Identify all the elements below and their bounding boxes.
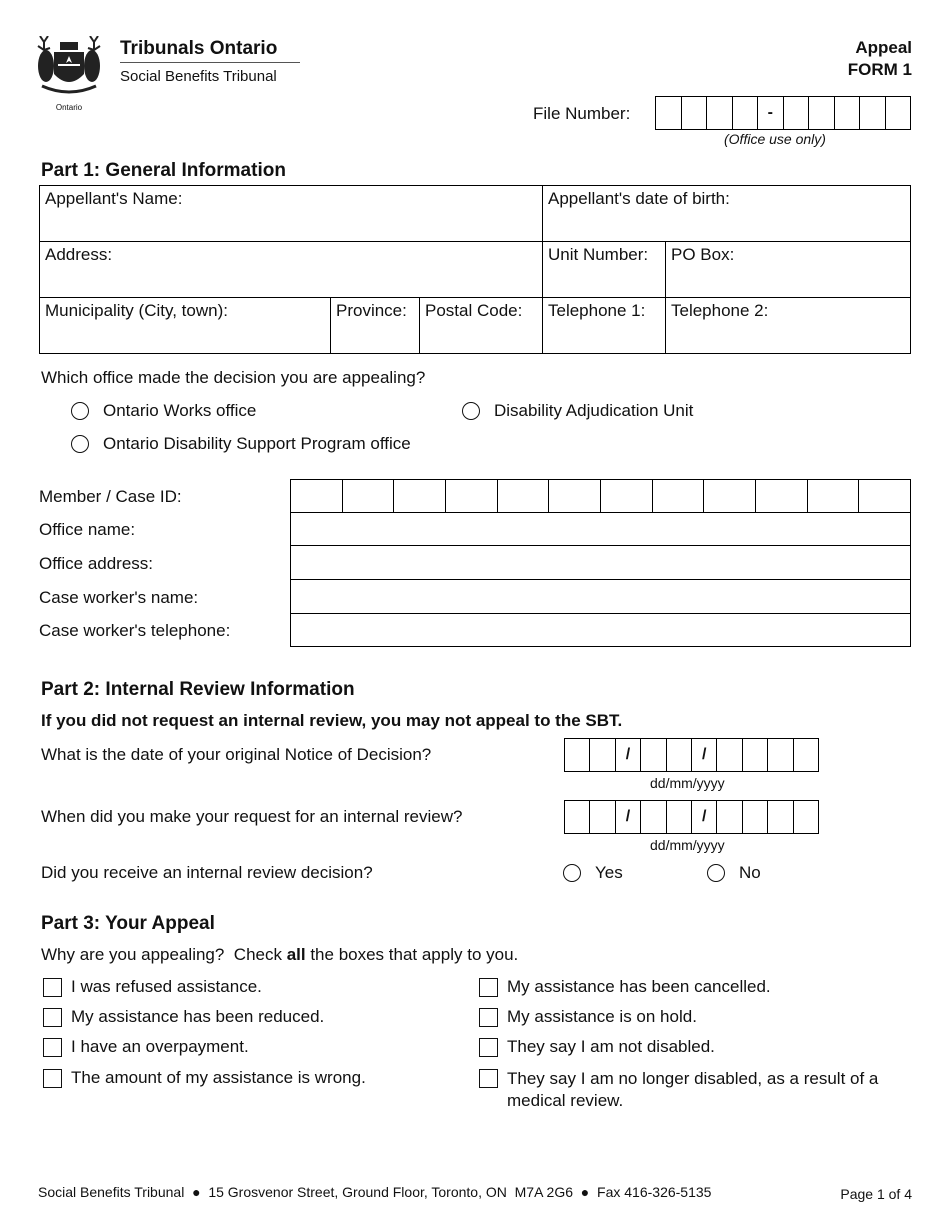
appellant-name-label: Appellant's Name: xyxy=(45,189,183,208)
part3-intro-pre: Why are you appealing? Check xyxy=(41,945,287,964)
case-id-cell[interactable] xyxy=(446,480,498,512)
reason-on-hold[interactable] xyxy=(479,1007,697,1027)
date-cell[interactable] xyxy=(641,801,666,833)
file-number-cell[interactable] xyxy=(835,97,861,129)
unit-number-field[interactable] xyxy=(543,242,666,298)
date-cell[interactable] xyxy=(743,801,768,833)
reason-medical-review[interactable] xyxy=(479,1068,909,1112)
part2-title: Part 2: Internal Review Information xyxy=(41,679,355,700)
po-box-label: PO Box: xyxy=(671,245,735,264)
header-divider xyxy=(120,62,300,63)
reason-medical-review-label: They say I am no longer disabled, as a result of a medical review. xyxy=(507,1069,879,1110)
case-id-cell[interactable] xyxy=(756,480,808,512)
checkbox-reduced[interactable] xyxy=(43,1008,62,1027)
reason-not-disabled-label: They say I am not disabled. xyxy=(507,1037,715,1056)
date-cell[interactable] xyxy=(794,739,818,771)
notice-date-hint: dd/mm/yyyy xyxy=(650,775,725,791)
part3-title: Part 3: Your Appeal xyxy=(41,913,215,934)
reason-reduced-label: My assistance has been reduced. xyxy=(71,1007,325,1026)
file-number-cell[interactable] xyxy=(784,97,810,129)
reason-amount-wrong[interactable] xyxy=(43,1068,366,1088)
logo-caption: Ontario xyxy=(55,103,83,112)
part3-intro-post: the boxes that apply to you. xyxy=(305,945,519,964)
file-number-cell[interactable] xyxy=(733,97,759,129)
date-separator: / xyxy=(616,801,641,833)
reason-not-disabled[interactable] xyxy=(479,1037,715,1057)
case-id-cell[interactable] xyxy=(704,480,756,512)
office-address-label: Office address: xyxy=(39,554,154,573)
date-separator: / xyxy=(692,801,717,833)
case-id-cell[interactable] xyxy=(343,480,395,512)
radio-yes[interactable] xyxy=(563,864,581,882)
org-name: Tribunals Ontario xyxy=(120,38,278,59)
reason-amount-wrong-label: The amount of my assistance is wrong. xyxy=(71,1068,366,1087)
date-cell[interactable] xyxy=(717,801,742,833)
date-cell[interactable] xyxy=(590,739,615,771)
radio-no[interactable] xyxy=(707,864,725,882)
office-name-label: Office name: xyxy=(39,520,136,539)
reason-refused[interactable] xyxy=(43,977,262,997)
date-cell[interactable] xyxy=(743,739,768,771)
option-ontario-works[interactable] xyxy=(71,401,256,421)
file-number-separator: - xyxy=(758,97,784,129)
file-number-cell[interactable] xyxy=(886,97,911,129)
reason-cancelled-label: My assistance has been cancelled. xyxy=(507,977,771,996)
footer-address: Social Benefits Tribunal ● 15 Grosvenor Street, Ground Floor, Toronto, ON M7A 2G6 ● Fax 416-326-5135 xyxy=(38,1184,712,1200)
case-id-cell[interactable] xyxy=(549,480,601,512)
radio-ontario-works[interactable] xyxy=(71,402,89,420)
case-id-cell[interactable] xyxy=(653,480,705,512)
office-address-field[interactable] xyxy=(290,546,911,580)
reason-refused-label: I was refused assistance. xyxy=(71,977,262,996)
ontario-coat-of-arms-logo xyxy=(36,36,102,112)
unit-number-label: Unit Number: xyxy=(548,245,649,264)
file-number-cell[interactable] xyxy=(860,97,886,129)
org-subtitle: Social Benefits Tribunal xyxy=(120,68,277,85)
radio-odsp-office[interactable] xyxy=(71,435,89,453)
po-box-field[interactable] xyxy=(666,242,911,298)
case-id-cell[interactable] xyxy=(394,480,446,512)
checkbox-amount-wrong[interactable] xyxy=(43,1069,62,1088)
file-number-label: File Number: xyxy=(533,104,631,123)
option-disability-adjudication[interactable] xyxy=(462,401,693,421)
office-name-field[interactable] xyxy=(290,512,911,546)
address-field[interactable] xyxy=(40,242,543,298)
file-number-cell[interactable] xyxy=(809,97,835,129)
checkbox-refused[interactable] xyxy=(43,978,62,997)
reason-cancelled[interactable] xyxy=(479,977,771,997)
appellant-name-field[interactable] xyxy=(40,186,543,242)
reason-reduced[interactable] xyxy=(43,1007,324,1027)
postal-code-field[interactable] xyxy=(420,298,543,354)
date-cell[interactable] xyxy=(590,801,615,833)
date-cell[interactable] xyxy=(565,739,590,771)
member-case-id-label: Member / Case ID: xyxy=(39,487,182,506)
reason-overpayment[interactable] xyxy=(43,1037,249,1057)
review-request-date-hint: dd/mm/yyyy xyxy=(650,837,725,853)
case-id-cell[interactable] xyxy=(498,480,550,512)
general-info-table xyxy=(39,185,911,354)
date-separator: / xyxy=(616,739,641,771)
checkbox-not-disabled[interactable] xyxy=(479,1038,498,1057)
option-no-label: No xyxy=(739,863,761,882)
part3-intro-bold: all xyxy=(286,945,306,964)
reason-on-hold-label: My assistance is on hold. xyxy=(507,1007,697,1026)
telephone1-field[interactable] xyxy=(543,298,666,354)
option-odsp-office-label: Ontario Disability Support Program office xyxy=(103,434,411,453)
radio-disability-adjudication[interactable] xyxy=(462,402,480,420)
option-no[interactable] xyxy=(707,863,761,883)
form-kind: Appeal xyxy=(855,38,912,57)
internal-review-warning: If you did not request an internal review, you may not appeal to the SBT. xyxy=(41,711,623,730)
reason-overpayment-label: I have an overpayment. xyxy=(71,1037,249,1056)
municipality-field[interactable] xyxy=(40,298,331,354)
date-cell[interactable] xyxy=(667,801,692,833)
appellant-dob-field[interactable] xyxy=(543,186,911,242)
case-worker-telephone-field[interactable] xyxy=(290,613,911,647)
part1-title: Part 1: General Information xyxy=(41,160,286,181)
telephone2-label: Telephone 2: xyxy=(671,301,769,320)
date-cell[interactable] xyxy=(794,801,818,833)
review-request-date-field[interactable] xyxy=(564,800,819,834)
case-id-cell[interactable] xyxy=(859,480,910,512)
option-yes-label: Yes xyxy=(595,863,623,882)
date-cell[interactable] xyxy=(565,801,590,833)
file-number-field[interactable] xyxy=(655,96,911,130)
date-cell[interactable] xyxy=(641,739,666,771)
office-question: Which office made the decision you are appealing? xyxy=(41,368,426,387)
date-separator: / xyxy=(692,739,717,771)
review-request-question: When did you make your request for an internal review? xyxy=(41,807,463,826)
notice-date-question: What is the date of your original Notice of Decision? xyxy=(41,745,432,764)
checkbox-medical-review[interactable] xyxy=(479,1069,498,1088)
case-id-cell[interactable] xyxy=(601,480,653,512)
date-cell[interactable] xyxy=(667,739,692,771)
case-id-cell[interactable] xyxy=(291,480,343,512)
file-number-cell[interactable] xyxy=(707,97,733,129)
date-cell[interactable] xyxy=(717,739,742,771)
office-use-note: (Office use only) xyxy=(724,131,826,147)
date-cell[interactable] xyxy=(768,739,793,771)
case-id-cell[interactable] xyxy=(808,480,860,512)
review-decision-question: Did you receive an internal review decision? xyxy=(41,863,373,882)
checkbox-overpayment[interactable] xyxy=(43,1038,62,1057)
province-field[interactable] xyxy=(331,298,420,354)
option-disability-adjudication-label: Disability Adjudication Unit xyxy=(494,401,694,420)
date-cell[interactable] xyxy=(768,801,793,833)
part3-intro xyxy=(41,945,518,965)
page-number: Page 1 of 4 xyxy=(840,1186,912,1202)
file-number-cell[interactable] xyxy=(656,97,682,129)
case-worker-name-field[interactable] xyxy=(290,580,911,614)
province-label: Province: xyxy=(336,301,407,320)
address-label: Address: xyxy=(45,245,113,264)
case-worker-telephone-label: Case worker's telephone: xyxy=(39,621,231,640)
postal-code-label: Postal Code: xyxy=(425,301,523,320)
telephone2-field[interactable] xyxy=(666,298,911,354)
notice-date-field[interactable] xyxy=(564,738,819,772)
case-worker-name-label: Case worker's name: xyxy=(39,588,199,607)
telephone1-label: Telephone 1: xyxy=(548,301,646,320)
option-odsp-office[interactable] xyxy=(71,434,411,454)
form-number: FORM 1 xyxy=(847,60,912,79)
file-number-cell[interactable] xyxy=(682,97,708,129)
option-yes[interactable] xyxy=(563,863,623,883)
option-ontario-works-label: Ontario Works office xyxy=(103,401,257,420)
checkbox-on-hold[interactable] xyxy=(479,1008,498,1027)
municipality-label: Municipality (City, town): xyxy=(45,301,228,320)
appellant-dob-label: Appellant's date of birth: xyxy=(548,189,730,208)
checkbox-cancelled[interactable] xyxy=(479,978,498,997)
member-case-id-field[interactable] xyxy=(290,479,911,513)
